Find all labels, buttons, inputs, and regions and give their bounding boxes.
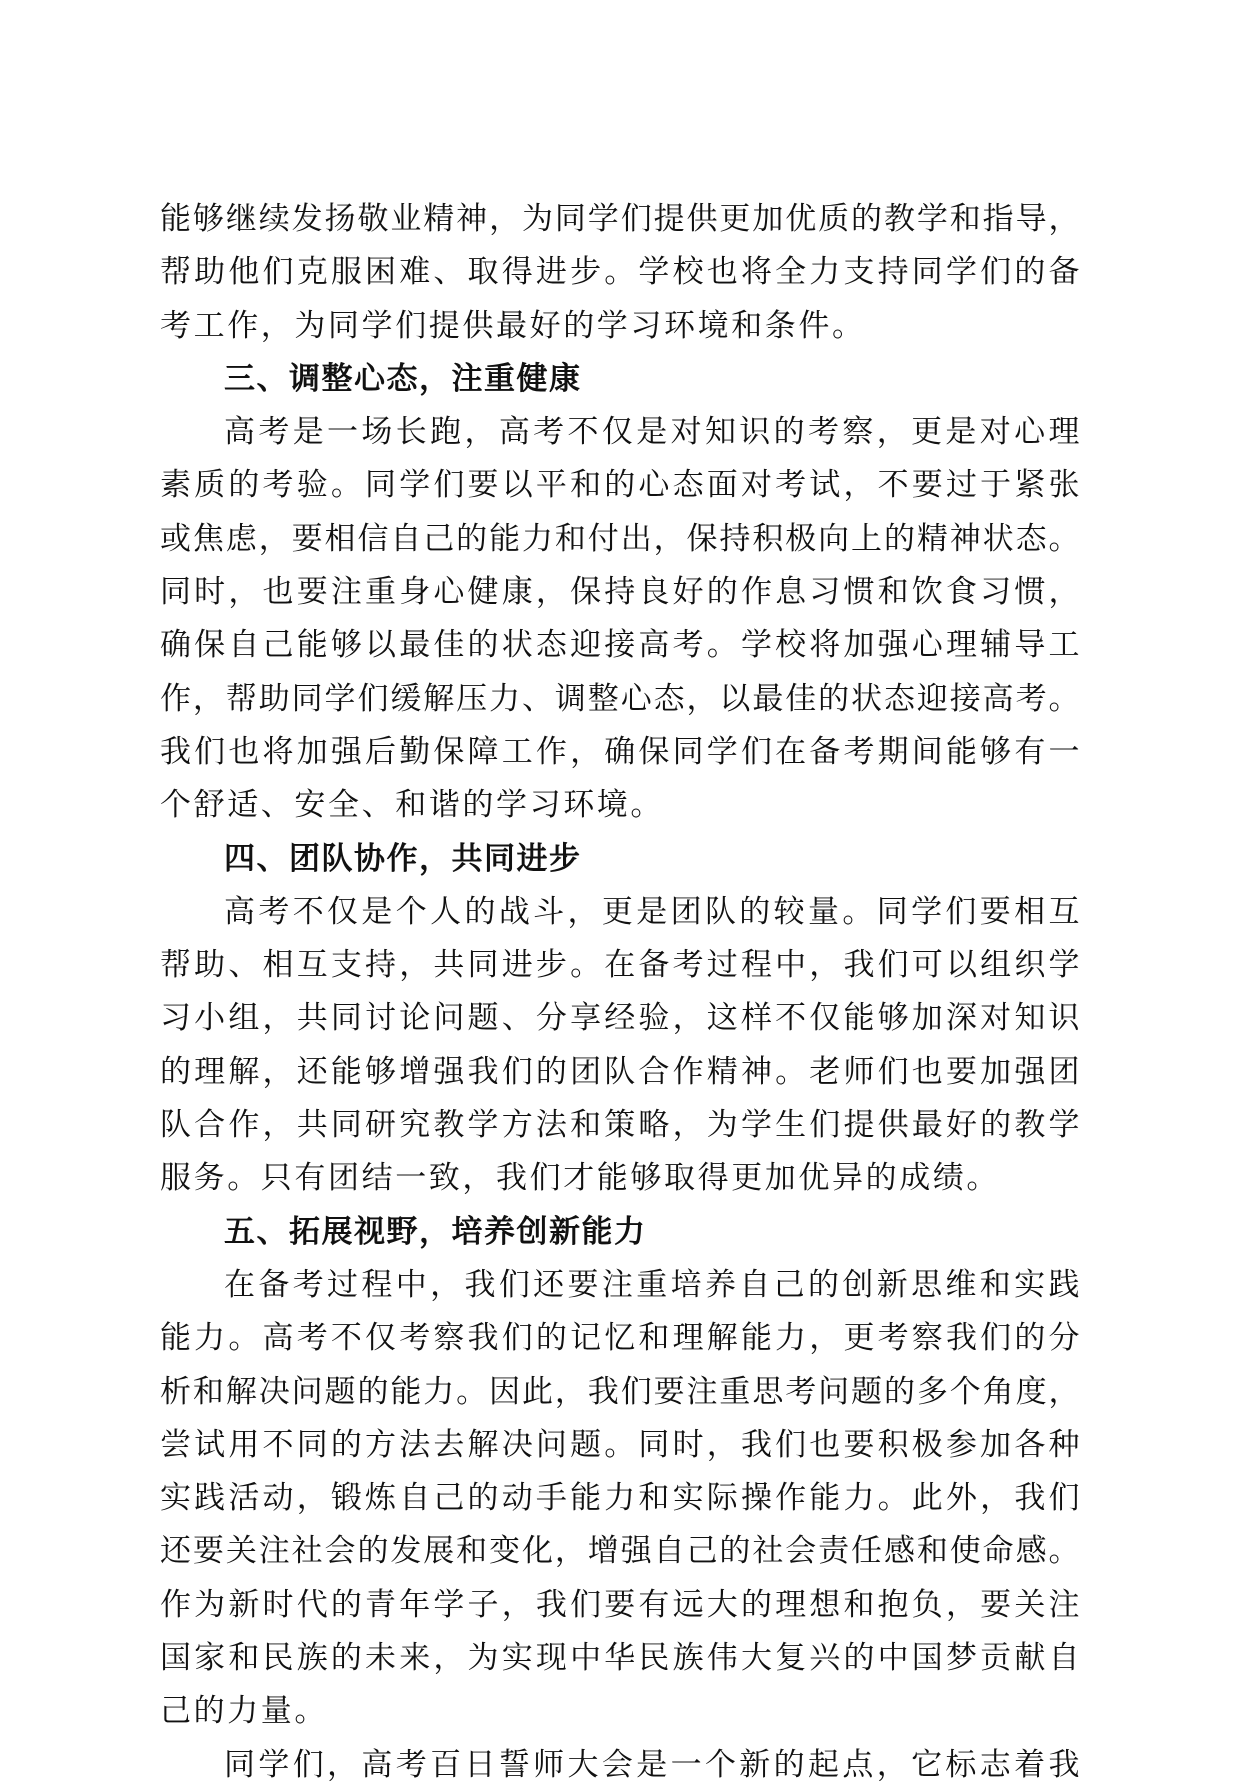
text-line: 在备考过程中，我们还要注重培养自己的创新思维和实践	[224, 1266, 1080, 1303]
text-line: 实践活动，锻炼自己的动手能力和实际操作能力。此外，我们	[160, 1480, 1080, 1517]
text-line: 析和解决问题的能力。因此，我们要注重思考问题的多个角度，	[160, 1373, 1080, 1410]
text-line: 高考是一场长跑，高考不仅是对知识的考察，更是对心理	[224, 414, 1080, 451]
text-line: 服务。只有团结一致，我们才能够取得更加优异的成绩。	[160, 1160, 1000, 1197]
text-line: 尝试用不同的方法去解决问题。同时，我们也要积极参加各种	[160, 1426, 1080, 1463]
text-line: 能力。高考不仅考察我们的记忆和理解能力，更考察我们的分	[160, 1320, 1080, 1357]
section-heading-5: 五、拓展视野，培养创新能力	[224, 1213, 647, 1250]
text-line: 同学们，高考百日誓师大会是一个新的起点，它标志着我	[224, 1746, 1080, 1783]
text-line: 还要关注社会的发展和变化，增强自己的社会责任感和使命感。	[160, 1533, 1080, 1570]
text-line: 作，帮助同学们缓解压力、调整心态，以最佳的状态迎接高考。	[160, 680, 1080, 717]
section-heading-3: 三、调整心态，注重健康	[224, 360, 582, 397]
text-line: 考工作，为同学们提供最好的学习环境和条件。	[160, 307, 866, 344]
text-line: 帮助他们克服困难、取得进步。学校也将全力支持同学们的备	[160, 254, 1080, 291]
text-line: 作为新时代的青年学子，我们要有远大的理想和抱负，要关注	[160, 1586, 1080, 1623]
text-line: 确保自己能够以最佳的状态迎接高考。学校将加强心理辅导工	[160, 627, 1080, 664]
text-line: 习小组，共同讨论问题、分享经验，这样不仅能够加深对知识	[160, 1000, 1080, 1037]
text-line: 同时，也要注重身心健康，保持良好的作息习惯和饮食习惯，	[160, 574, 1080, 611]
text-line: 的理解，还能够增强我们的团队合作精神。老师们也要加强团	[160, 1053, 1080, 1090]
text-line: 或焦虑，要相信自己的能力和付出，保持积极向上的精神状态。	[160, 520, 1080, 557]
text-line: 我们也将加强后勤保障工作，确保同学们在备考期间能够有一	[160, 733, 1080, 770]
text-line: 高考不仅是个人的战斗，更是团队的较量。同学们要相互	[224, 893, 1080, 930]
text-line: 帮助、相互支持，共同进步。在备考过程中，我们可以组织学	[160, 947, 1080, 984]
text-line: 国家和民族的未来，为实现中华民族伟大复兴的中国梦贡献自	[160, 1640, 1080, 1677]
section-heading-4: 四、团队协作，共同进步	[224, 840, 582, 877]
text-line: 能够继续发扬敬业精神，为同学们提供更加优质的教学和指导，	[160, 201, 1080, 237]
text-line: 素质的考验。同学们要以平和的心态面对考试，不要过于紧张	[160, 467, 1080, 504]
text-line: 己的力量。	[160, 1693, 328, 1730]
text-line: 个舒适、安全、和谐的学习环境。	[160, 787, 664, 824]
text-line: 队合作，共同研究教学方法和策略，为学生们提供最好的教学	[160, 1107, 1080, 1144]
body-text	[160, 193, 1080, 1792]
